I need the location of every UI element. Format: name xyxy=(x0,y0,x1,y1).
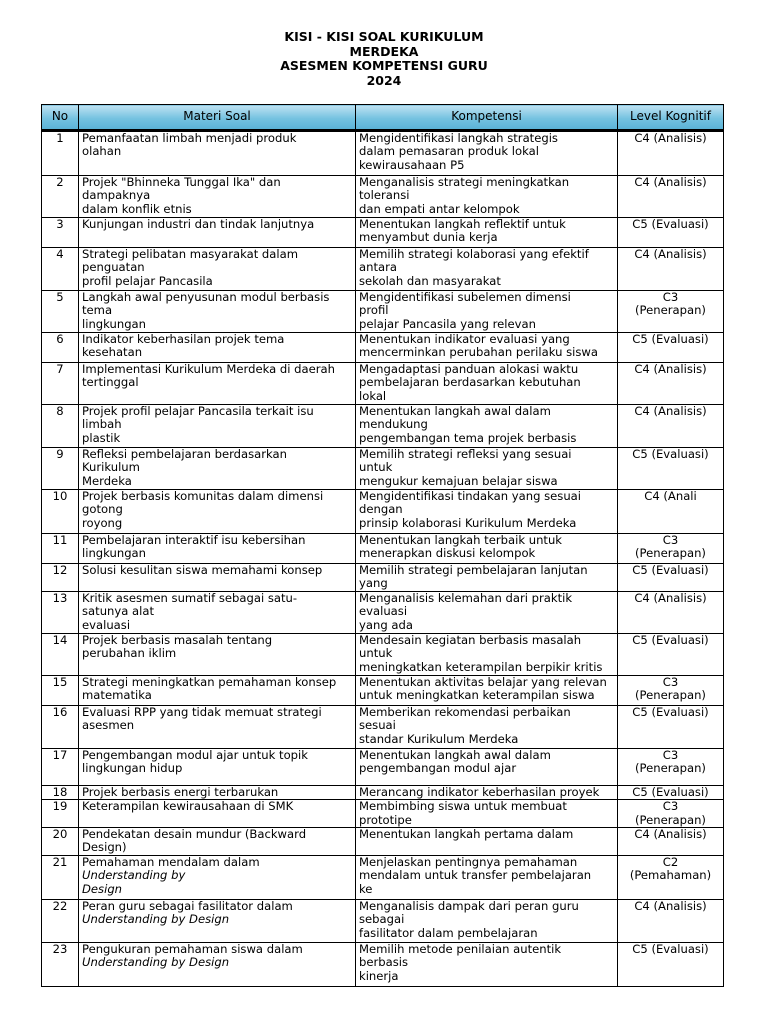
cell-level-kognitif xyxy=(618,291,724,333)
cell-level-kognitif xyxy=(618,899,724,942)
table-row xyxy=(42,591,724,633)
table-row xyxy=(42,131,724,176)
cell-materi-soal-line: olahan xyxy=(82,144,122,159)
cell-kompetensi xyxy=(356,591,618,633)
cell-materi-soal xyxy=(79,785,356,799)
cell-materi-soal-line: gotong xyxy=(82,502,123,517)
cell-kompetensi-line: Memilih strategi refleksi yang sesuai xyxy=(359,447,572,461)
header-materi-soal: Materi Soal xyxy=(79,105,356,131)
cell-level-kognitif-line: C4 (Analisis) xyxy=(634,404,707,418)
cell-kompetensi-line: Memberikan rekomendasi perbaikan xyxy=(359,705,571,719)
cell-materi-soal-line: lingkungan xyxy=(82,316,147,331)
cell-materi-soal-line: satunya alat xyxy=(82,604,155,619)
cell-kompetensi-line: untuk xyxy=(359,460,393,475)
cell-kompetensi xyxy=(356,705,618,748)
cell-no: 11 xyxy=(42,534,79,564)
cell-level-kognitif-line: C4 (Analisis) xyxy=(634,899,707,913)
cell-materi-soal-line: profil pelajar Pancasila xyxy=(82,273,213,288)
cell-materi-soal-line: Merdeka xyxy=(82,473,132,488)
cell-no: 15 xyxy=(42,675,79,705)
cell-kompetensi-line: Mengidentifikasi tindakan yang sesuai xyxy=(359,489,582,503)
cell-kompetensi-line: fasilitator dalam pembelajaran xyxy=(359,925,538,940)
cell-kompetensi-line: pelajar Pancasila yang relevan xyxy=(359,316,536,331)
cell-no: 1 xyxy=(42,131,79,176)
cell-level-kognitif-line: C5 (Evaluasi) xyxy=(632,563,709,577)
table-row xyxy=(42,899,724,942)
cell-level-kognitif xyxy=(618,564,724,592)
table-row xyxy=(42,855,724,899)
cell-kompetensi xyxy=(356,176,618,218)
cell-materi-soal-line: Design) xyxy=(82,840,127,855)
cell-materi-soal xyxy=(79,855,356,899)
cell-kompetensi xyxy=(356,131,618,176)
cell-kompetensi-line: dalam pemasaran produk lokal xyxy=(359,144,539,159)
cell-materi-soal-line: Design xyxy=(82,881,123,896)
cell-materi-soal xyxy=(79,490,356,534)
cell-level-kognitif-line: (Penerapan) xyxy=(635,303,706,318)
cell-materi-soal-line: Implementasi Kurikulum Merdeka di daerah xyxy=(82,362,335,376)
cell-kompetensi-line: mencerminkan perubahan perilaku siswa xyxy=(359,345,598,360)
cell-kompetensi-line: sesuai xyxy=(359,718,396,733)
cell-no: 12 xyxy=(42,564,79,592)
cell-kompetensi-line: dan empati antar kelompok xyxy=(359,201,520,216)
cell-no: 17 xyxy=(42,748,79,785)
table-row xyxy=(42,705,724,748)
table-row xyxy=(42,405,724,448)
table-row xyxy=(42,490,724,534)
table-row xyxy=(42,176,724,218)
cell-level-kognitif xyxy=(618,675,724,705)
cell-kompetensi xyxy=(356,675,618,705)
cell-level-kognitif-line: C3 xyxy=(662,290,679,304)
cell-no: 8 xyxy=(42,405,79,448)
cell-materi-soal-line: kesehatan xyxy=(82,345,143,360)
cell-materi-soal-line: Langkah awal penyusunan modul berbasis xyxy=(82,290,330,304)
cell-no: 14 xyxy=(42,633,79,675)
table-header-row xyxy=(42,105,724,131)
cell-kompetensi xyxy=(356,218,618,248)
cell-materi-soal-line: Indikator keberhasilan projek tema xyxy=(82,332,285,346)
cell-materi-soal xyxy=(79,291,356,333)
cell-materi-soal xyxy=(79,899,356,942)
cell-kompetensi-line: yang xyxy=(359,576,388,591)
table-row xyxy=(42,333,724,363)
cell-kompetensi-line: Mengidentifikasi subelemen dimensi xyxy=(359,290,571,304)
cell-kompetensi-line: Menentukan langkah terbaik untuk xyxy=(359,533,563,547)
cell-kompetensi xyxy=(356,564,618,592)
cell-materi-soal-line: Evaluasi RPP yang tidak memuat strategi xyxy=(82,705,322,719)
cell-level-kognitif-line: (Penerapan) xyxy=(635,546,706,561)
cell-kompetensi xyxy=(356,785,618,799)
cell-materi-soal-line: matematika xyxy=(82,688,152,703)
cell-no: 19 xyxy=(42,800,79,828)
cell-materi-soal xyxy=(79,448,356,490)
cell-level-kognitif-line: C3 xyxy=(662,675,679,689)
cell-kompetensi xyxy=(356,534,618,564)
kisi-kisi-table xyxy=(41,104,724,987)
cell-no: 3 xyxy=(42,218,79,248)
cell-level-kognitif xyxy=(618,405,724,448)
cell-kompetensi-line: berbasis xyxy=(359,955,409,970)
cell-kompetensi-line: untuk meningkatkan keterampilan siswa xyxy=(359,688,595,703)
cell-level-kognitif-line: C5 (Evaluasi) xyxy=(632,332,709,346)
table-row xyxy=(42,828,724,856)
cell-materi-soal-line: lingkungan hidup xyxy=(82,761,183,776)
cell-materi-soal-line: Understanding by Design xyxy=(82,912,230,927)
cell-level-kognitif-line: C3 xyxy=(662,799,679,814)
cell-level-kognitif-line: (Penerapan) xyxy=(635,812,706,827)
cell-materi-soal-line: plastik xyxy=(82,430,121,445)
cell-materi-soal-line: Peran guru sebagai fasilitator dalam xyxy=(82,899,293,913)
cell-kompetensi-line: kinerja xyxy=(359,968,399,983)
table-row xyxy=(42,248,724,291)
cell-no: 9 xyxy=(42,448,79,490)
cell-kompetensi-line: pengembangan tema projek berbasis xyxy=(359,430,577,445)
cell-materi-soal-line: Strategi meningkatkan pemahaman konsep xyxy=(82,675,337,689)
cell-kompetensi-line: Mengidentifikasi langkah strategis xyxy=(359,131,558,145)
cell-kompetensi xyxy=(356,448,618,490)
cell-materi-soal-line: perubahan iklim xyxy=(82,646,177,661)
cell-kompetensi-line: Mendesain kegiatan berbasis masalah xyxy=(359,633,582,647)
cell-kompetensi xyxy=(356,748,618,785)
cell-kompetensi-line: Menentukan aktivitas belajar yang relevan xyxy=(359,675,607,689)
cell-kompetensi-line: mendukung xyxy=(359,417,428,432)
cell-kompetensi-line: meningkatkan keterampilan berpikir kritis xyxy=(359,659,603,674)
cell-no: 4 xyxy=(42,248,79,291)
cell-materi-soal xyxy=(79,591,356,633)
cell-materi-soal-line: limbah xyxy=(82,417,122,432)
cell-level-kognitif-line: C5 (Evaluasi) xyxy=(632,217,709,231)
cell-kompetensi xyxy=(356,405,618,448)
cell-materi-soal-line: asesmen xyxy=(82,718,135,733)
cell-materi-soal-line: Understanding by Design xyxy=(82,955,230,970)
table-row xyxy=(42,748,724,785)
cell-materi-soal xyxy=(79,800,356,828)
cell-kompetensi-line: Memilih metode penilaian autentik xyxy=(359,942,562,956)
cell-no: 2 xyxy=(42,176,79,218)
cell-materi-soal-line: Kunjungan industri dan tindak lanjutnya xyxy=(82,217,315,231)
cell-kompetensi-line: Menjelaskan pentingnya pemahaman xyxy=(359,855,578,869)
cell-kompetensi-line: Menentukan langkah awal dalam xyxy=(359,404,551,418)
cell-level-kognitif-line: C5 (Evaluasi) xyxy=(632,705,709,719)
cell-materi-soal-line: tertinggal xyxy=(82,375,139,390)
table-row xyxy=(42,448,724,490)
cell-kompetensi xyxy=(356,248,618,291)
cell-level-kognitif xyxy=(618,633,724,675)
cell-kompetensi xyxy=(356,363,618,405)
cell-no: 20 xyxy=(42,828,79,856)
cell-kompetensi-line: Menentukan indikator evaluasi yang xyxy=(359,332,570,346)
cell-kompetensi-line: Merancang indikator keberhasilan proyek xyxy=(359,785,600,799)
cell-materi-soal xyxy=(79,218,356,248)
cell-level-kognitif xyxy=(618,705,724,748)
cell-materi-soal-line: tema xyxy=(82,303,113,318)
cell-kompetensi-line: Menganalisis dampak dari peran guru xyxy=(359,899,579,913)
cell-materi-soal xyxy=(79,564,356,592)
cell-materi-soal xyxy=(79,363,356,405)
cell-kompetensi-line: Menentukan langkah pertama dalam xyxy=(359,827,574,842)
cell-materi-soal xyxy=(79,176,356,218)
table-row xyxy=(42,291,724,333)
cell-kompetensi-line: menerapkan diskusi kelompok xyxy=(359,546,536,561)
header-level-kognitif: Level Kognitif xyxy=(618,105,724,131)
cell-no: 22 xyxy=(42,899,79,942)
cell-kompetensi-line: toleransi xyxy=(359,188,410,203)
cell-level-kognitif xyxy=(618,363,724,405)
cell-kompetensi-line: kewirausahaan P5 xyxy=(359,157,465,172)
cell-no: 16 xyxy=(42,705,79,748)
cell-level-kognitif-line: C4 (Analisis) xyxy=(634,591,707,605)
cell-materi-soal-line: Solusi kesulitan siswa memahami konsep xyxy=(82,563,323,577)
cell-level-kognitif xyxy=(618,448,724,490)
cell-level-kognitif-line: C5 (Evaluasi) xyxy=(632,942,709,956)
cell-materi-soal xyxy=(79,333,356,363)
cell-kompetensi-line: profil xyxy=(359,303,389,318)
cell-kompetensi-line: ke xyxy=(359,881,373,896)
cell-materi-soal-line: Kritik asesmen sumatif sebagai satu- xyxy=(82,591,298,605)
cell-level-kognitif-line: C4 (Analisis) xyxy=(634,827,707,842)
cell-no: 10 xyxy=(42,490,79,534)
cell-level-kognitif-line: (Penerapan) xyxy=(635,688,706,703)
cell-kompetensi-line: mengukur kemajuan belajar siswa xyxy=(359,473,558,488)
cell-materi-soal xyxy=(79,942,356,986)
cell-level-kognitif xyxy=(618,748,724,785)
cell-kompetensi xyxy=(356,490,618,534)
cell-materi-soal-line: penguatan xyxy=(82,260,145,275)
cell-materi-soal-line: Pengembangan modul ajar untuk topik xyxy=(82,748,308,762)
cell-kompetensi-line: pembelajaran berdasarkan kebutuhan xyxy=(359,375,581,390)
cell-kompetensi-line: Mengadaptasi panduan alokasi waktu xyxy=(359,362,579,376)
cell-materi-soal-line: evaluasi xyxy=(82,617,131,632)
cell-materi-soal xyxy=(79,405,356,448)
header-no: No xyxy=(42,105,79,131)
cell-kompetensi-line: evaluasi xyxy=(359,604,408,619)
table-row xyxy=(42,942,724,986)
cell-materi-soal xyxy=(79,633,356,675)
cell-materi-soal xyxy=(79,748,356,785)
cell-kompetensi xyxy=(356,942,618,986)
table-body xyxy=(42,131,724,987)
cell-no: 5 xyxy=(42,291,79,333)
cell-kompetensi-line: Menganalisis kelemahan dari praktik xyxy=(359,591,573,605)
cell-kompetensi-line: pengembangan modul ajar xyxy=(359,761,517,776)
cell-kompetensi xyxy=(356,800,618,828)
table-row xyxy=(42,534,724,564)
cell-materi-soal-line: lingkungan xyxy=(82,546,147,561)
cell-level-kognitif xyxy=(618,218,724,248)
cell-kompetensi-line: Memilih strategi kolaborasi yang efektif xyxy=(359,247,589,261)
cell-level-kognitif-line: C4 (Analisis) xyxy=(634,175,707,189)
cell-materi-soal-line: Refleksi pembelajaran berdasarkan xyxy=(82,447,287,461)
document-title xyxy=(0,30,768,88)
cell-kompetensi-line: sebagai xyxy=(359,912,405,927)
cell-kompetensi-line: Membimbing siswa untuk membuat xyxy=(359,799,567,814)
table-row xyxy=(42,785,724,799)
cell-materi-soal-line: royong xyxy=(82,515,123,530)
cell-level-kognitif-line: C4 (Analisis) xyxy=(634,362,707,376)
header-kompetensi: Kompetensi xyxy=(356,105,618,131)
cell-level-kognitif-line: C3 xyxy=(662,748,679,762)
cell-kompetensi xyxy=(356,855,618,899)
cell-level-kognitif xyxy=(618,591,724,633)
cell-level-kognitif xyxy=(618,942,724,986)
cell-kompetensi-line: prototipe xyxy=(359,812,412,827)
title-line: MERDEKA xyxy=(349,43,419,59)
table-row xyxy=(42,218,724,248)
cell-no: 21 xyxy=(42,855,79,899)
cell-level-kognitif xyxy=(618,785,724,799)
cell-kompetensi-line: Menentukan langkah awal dalam xyxy=(359,748,551,762)
cell-kompetensi-line: Menganalisis strategi meningkatkan xyxy=(359,175,570,189)
cell-level-kognitif xyxy=(618,333,724,363)
cell-materi-soal-line: Pemanfaatan limbah menjadi produk xyxy=(82,131,297,145)
cell-materi-soal-line: Pendekatan desain mundur (Backward xyxy=(82,827,307,842)
table-row xyxy=(42,564,724,592)
cell-materi-soal-line: Projek berbasis energi terbarukan xyxy=(82,785,279,799)
cell-kompetensi-line: yang ada xyxy=(359,617,413,632)
table-row xyxy=(42,675,724,705)
cell-materi-soal-line: Pemahaman mendalam dalam xyxy=(82,855,260,869)
cell-materi-soal-line: Kurikulum xyxy=(82,460,140,475)
cell-materi-soal xyxy=(79,675,356,705)
title-line: KISI - KISI SOAL KURIKULUM xyxy=(284,29,484,44)
cell-level-kognitif xyxy=(618,800,724,828)
cell-level-kognitif-line: C5 (Evaluasi) xyxy=(632,785,709,799)
cell-materi-soal-line: Pengukuran pemahaman siswa dalam xyxy=(82,942,303,956)
cell-level-kognitif-line: C4 (Analisis) xyxy=(634,247,707,261)
table-row xyxy=(42,800,724,828)
cell-no: 18 xyxy=(42,785,79,799)
cell-kompetensi-line: prinsip kolaborasi Kurikulum Merdeka xyxy=(359,515,577,530)
cell-materi-soal-line: dampaknya xyxy=(82,188,151,203)
table-row xyxy=(42,363,724,405)
table-row xyxy=(42,633,724,675)
cell-materi-soal-line: dalam konflik etnis xyxy=(82,201,192,216)
cell-kompetensi xyxy=(356,828,618,856)
title-line: 2024 xyxy=(366,72,402,88)
cell-level-kognitif-line: C4 (Analisis) xyxy=(634,131,707,145)
cell-no: 23 xyxy=(42,942,79,986)
cell-level-kognitif xyxy=(618,828,724,856)
cell-level-kognitif xyxy=(618,176,724,218)
cell-level-kognitif xyxy=(618,248,724,291)
cell-kompetensi-line: antara xyxy=(359,260,397,275)
cell-no: 7 xyxy=(42,363,79,405)
cell-kompetensi-line: lokal xyxy=(359,388,387,403)
cell-kompetensi-line: standar Kurikulum Merdeka xyxy=(359,731,519,746)
cell-level-kognitif-line: (Penerapan) xyxy=(635,761,706,776)
cell-kompetensi-line: sekolah dan masyarakat xyxy=(359,273,501,288)
cell-level-kognitif xyxy=(618,490,724,534)
cell-level-kognitif-line: C2 xyxy=(662,855,679,869)
cell-kompetensi xyxy=(356,633,618,675)
cell-level-kognitif xyxy=(618,855,724,899)
cell-materi-soal xyxy=(79,828,356,856)
cell-level-kognitif-line: C5 (Evaluasi) xyxy=(632,633,709,647)
cell-level-kognitif xyxy=(618,534,724,564)
title-line: ASESMEN KOMPETENSI GURU xyxy=(280,58,488,73)
cell-kompetensi-line: menyambut dunia kerja xyxy=(359,230,498,245)
cell-kompetensi xyxy=(356,899,618,942)
cell-no: 6 xyxy=(42,333,79,363)
cell-kompetensi xyxy=(356,291,618,333)
cell-materi-soal xyxy=(79,131,356,176)
cell-kompetensi xyxy=(356,333,618,363)
cell-materi-soal-line: Strategi pelibatan masyarakat dalam xyxy=(82,247,299,261)
cell-level-kognitif-line: C5 (Evaluasi) xyxy=(632,447,709,461)
cell-materi-soal xyxy=(79,248,356,291)
cell-level-kognitif-line: C3 xyxy=(662,533,679,547)
cell-no: 13 xyxy=(42,591,79,633)
cell-materi-soal-line: Projek berbasis masalah tentang xyxy=(82,633,273,647)
cell-materi-soal xyxy=(79,705,356,748)
cell-kompetensi-line: Menentukan langkah reflektif untuk xyxy=(359,217,566,231)
cell-materi-soal xyxy=(79,534,356,564)
cell-level-kognitif-line: (Pemahaman) xyxy=(629,868,712,883)
cell-level-kognitif xyxy=(618,131,724,176)
cell-materi-soal-line: Projek berbasis komunitas dalam dimensi xyxy=(82,489,324,503)
cell-kompetensi-line: dengan xyxy=(359,502,403,517)
cell-materi-soal-line: Projek profil pelajar Pancasila terkait isu xyxy=(82,404,314,418)
cell-materi-soal-line: Projek "Bhinneka Tunggal Ika" dan xyxy=(82,175,281,189)
cell-materi-soal-line: Pembelajaran interaktif isu kebersihan xyxy=(82,533,306,547)
cell-kompetensi-line: untuk xyxy=(359,646,393,661)
cell-materi-soal-line: Keterampilan kewirausahaan di SMK xyxy=(82,799,294,814)
cell-level-kognitif-line: C4 (Anali xyxy=(644,489,697,503)
cell-kompetensi-line: Memilih strategi pembelajaran lanjutan xyxy=(359,563,588,577)
cell-materi-soal-line: Understanding by xyxy=(82,868,186,883)
cell-kompetensi-line: mendalam untuk transfer pembelajaran xyxy=(359,868,592,883)
